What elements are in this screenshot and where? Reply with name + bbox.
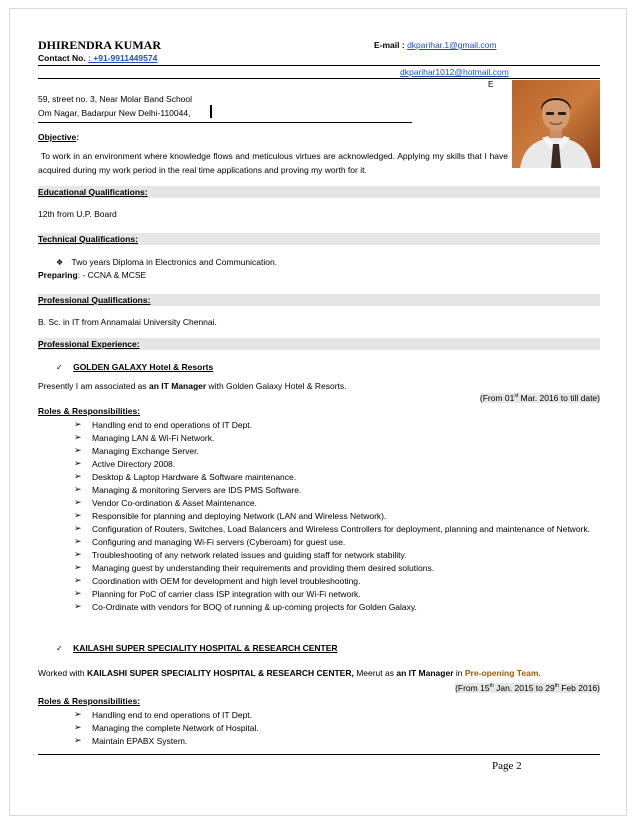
- address-divider: [38, 122, 412, 123]
- arrow-bullet-icon: ➢: [74, 576, 82, 586]
- address-line-2: Om Nagar, Badarpur New Delhi-110044,: [38, 108, 191, 118]
- arrow-bullet-icon: ➢: [74, 524, 82, 534]
- arrow-bullet-icon: ➢: [74, 420, 82, 430]
- job1-intro-post: with Golden Galaxy Hotel & Resorts.: [206, 381, 347, 391]
- job1-intro-pre: Presently I am associated as: [38, 381, 150, 391]
- job1-date-post: Mar. 2016 to till date): [518, 393, 600, 403]
- role-text: Planning for PoC of carrier class ISP integration with our Wi-Fi network.: [92, 589, 361, 599]
- job1-date-shade: [480, 393, 600, 403]
- job2-intro: [38, 668, 541, 678]
- role-item: [74, 523, 600, 536]
- role-text: Co-Ordinate with vendors for BOQ of running & up-coming projects for Golden Galaxy.: [92, 602, 417, 612]
- role-text: Configuring and managing Wi-Fi servers (Cyberoam) for guest use.: [92, 537, 346, 547]
- check-icon: ✓: [56, 363, 63, 372]
- role-text: Coordination with OEM for development and high level troubleshooting.: [92, 576, 361, 586]
- role-text: Configuration of Routers, Switches, Load Balancers and Wireless Controllers for deployment, planning and maintenance of Network.: [92, 524, 590, 534]
- job1-intro: [38, 381, 347, 391]
- profile-photo: [512, 80, 600, 168]
- role-text: Managing Exchange Server.: [92, 446, 199, 456]
- role-text: Vendor Co-ordination & Asset Maintenance.: [92, 498, 257, 508]
- job2-company: KAILASHI SUPER SPECIALITY HOSPITAL & RESEARCH CENTER: [73, 643, 338, 653]
- job2-intro-team: Pre-opening Team: [464, 668, 539, 678]
- arrow-bullet-icon: ➢: [74, 485, 82, 495]
- job1-roles-list: [74, 419, 600, 614]
- arrow-bullet-icon: ➢: [74, 589, 82, 599]
- role-item: [74, 471, 600, 484]
- role-item: [74, 549, 600, 562]
- experience-heading: Professional Experience:: [38, 339, 140, 349]
- role-text: Active Directory 2008.: [92, 459, 176, 469]
- arrow-bullet-icon: ➢: [74, 433, 82, 443]
- role-item: [74, 458, 600, 471]
- email-label: E-mail :: [374, 40, 405, 50]
- arrow-bullet-icon: ➢: [74, 710, 82, 720]
- page-number: Page 2: [492, 760, 522, 772]
- job2-intro-mid: Meerut as: [353, 668, 397, 678]
- text-cursor: [210, 105, 212, 118]
- role-text: Managing the complete Network of Hospital.: [92, 723, 259, 733]
- job2-date: [455, 683, 600, 693]
- role-item: [74, 575, 600, 588]
- job2-intro-company: KAILASHI SUPER SPECIALITY HOSPITAL & RESEARCH CENTER,: [86, 668, 354, 678]
- job2-date-sup2: th: [554, 683, 559, 690]
- technical-item-text: Two years Diploma in Electronics and Communication.: [71, 257, 278, 267]
- role-item: [74, 735, 600, 748]
- job1-intro-role: an IT Manager: [149, 381, 207, 391]
- job1-roles-heading: Roles & Responsibilities:: [38, 406, 141, 416]
- email-link-secondary[interactable]: dkparihar1012@hotmail.com: [400, 67, 509, 77]
- role-item: [74, 445, 600, 458]
- address-line-1: 59, street no. 3, Near Molar Band School: [38, 94, 193, 104]
- profile-photo-illustration: [512, 80, 600, 168]
- job1-date-pre: (From 01: [479, 393, 515, 403]
- footer-divider: [38, 754, 600, 755]
- job1-company-line: [56, 362, 213, 372]
- job2-intro-role: an IT Manager: [396, 668, 454, 678]
- job2-date-shade: [455, 683, 600, 693]
- job2-date-post: Feb 2016): [558, 683, 600, 693]
- technical-heading: Technical Qualifications:: [38, 234, 138, 244]
- arrow-bullet-icon: ➢: [74, 723, 82, 733]
- email-line: [374, 40, 497, 50]
- objective-text: To work in an environment where knowledge flows and meticulous virtues are acknowledged. Applying my skills that I have acquired during my work period in the real time applications and proving my worth for it.: [38, 151, 508, 175]
- job1-date-sup: st: [514, 393, 519, 400]
- role-item: [74, 588, 600, 601]
- job2-intro-pre: Worked with: [38, 668, 87, 678]
- role-text: Troubleshooting of any network related issues and guiding staff for network stability.: [92, 550, 407, 560]
- stray-letter: E: [488, 80, 494, 89]
- job2-date-sup1: th: [489, 683, 494, 690]
- arrow-bullet-icon: ➢: [74, 498, 82, 508]
- role-item: [74, 722, 600, 735]
- education-text: 12th from U.P. Board: [38, 209, 117, 219]
- professional-qualifications-text: B. Sc. in IT from Annamalai University Chennai.: [38, 317, 217, 327]
- role-text: Managing & monitoring Servers are IDS PMS Software.: [92, 485, 302, 495]
- job1-company: GOLDEN GALAXY Hotel & Resorts: [73, 362, 214, 372]
- arrow-bullet-icon: ➢: [74, 563, 82, 573]
- contact-label: Contact No.: [38, 53, 86, 63]
- candidate-name: DHIRENDRA KUMAR: [38, 38, 161, 52]
- email-link-primary[interactable]: dkparihar.1@gmail.com: [407, 40, 497, 50]
- diamond-bullet-icon: ❖: [56, 258, 64, 267]
- role-item: [74, 484, 600, 497]
- check-icon: ✓: [56, 644, 63, 653]
- objective-colon: :: [76, 132, 80, 142]
- objective-heading: Objective: [38, 132, 77, 142]
- role-text: Managing LAN & Wi-Fi Network.: [92, 433, 215, 443]
- education-heading: Educational Qualifications:: [38, 187, 148, 197]
- job2-company-line: [56, 643, 338, 653]
- contact-phone[interactable]: : +91-9911449574: [88, 53, 158, 63]
- arrow-bullet-icon: ➢: [74, 472, 82, 482]
- role-item: [74, 432, 600, 445]
- role-text: Desktop & Laptop Hardware & Software maintenance.: [92, 472, 297, 482]
- role-item: [74, 709, 600, 722]
- professional-qualifications-heading: Professional Qualifications:: [38, 295, 151, 305]
- header-divider-middle: [38, 78, 600, 79]
- role-text: Handling end to end operations of IT Dept.: [92, 420, 253, 430]
- role-item: [74, 562, 600, 575]
- job2-date-mid: Jan. 2015 to 29: [493, 683, 555, 693]
- role-item: [74, 536, 600, 549]
- objective-heading-line: [38, 132, 79, 142]
- job2-date-pre: (From 15: [455, 683, 490, 693]
- preparing-value: : - CCNA & MCSE: [77, 270, 147, 280]
- arrow-bullet-icon: ➢: [74, 736, 82, 746]
- arrow-bullet-icon: ➢: [74, 602, 82, 612]
- arrow-bullet-icon: ➢: [74, 459, 82, 469]
- arrow-bullet-icon: ➢: [74, 446, 82, 456]
- role-item: [74, 510, 600, 523]
- role-item: [74, 419, 600, 432]
- technical-item: [56, 257, 277, 267]
- role-text: Handling end to end operations of IT Dept.: [92, 710, 253, 720]
- role-text: Maintain EPABX System.: [92, 736, 188, 746]
- job2-intro-in: in: [453, 668, 465, 678]
- job1-date: [480, 393, 600, 403]
- preparing-label: Preparing: [38, 270, 78, 280]
- arrow-bullet-icon: ➢: [74, 550, 82, 560]
- contact-line: [38, 53, 157, 63]
- arrow-bullet-icon: ➢: [74, 537, 82, 547]
- job2-roles-heading: Roles & Responsibilities:: [38, 696, 141, 706]
- preparing-line: [38, 270, 146, 280]
- job2-intro-end: .: [538, 668, 541, 678]
- role-item: [74, 601, 600, 614]
- role-item: [74, 497, 600, 510]
- arrow-bullet-icon: ➢: [74, 511, 82, 521]
- header-divider-top: [38, 65, 600, 66]
- role-text: Managing guest by understanding their requirements and providing them desired solutions.: [92, 563, 435, 573]
- job2-roles-list: [74, 709, 600, 748]
- role-text: Responsible for planning and deploying Network (LAN and Wireless Network).: [92, 511, 387, 521]
